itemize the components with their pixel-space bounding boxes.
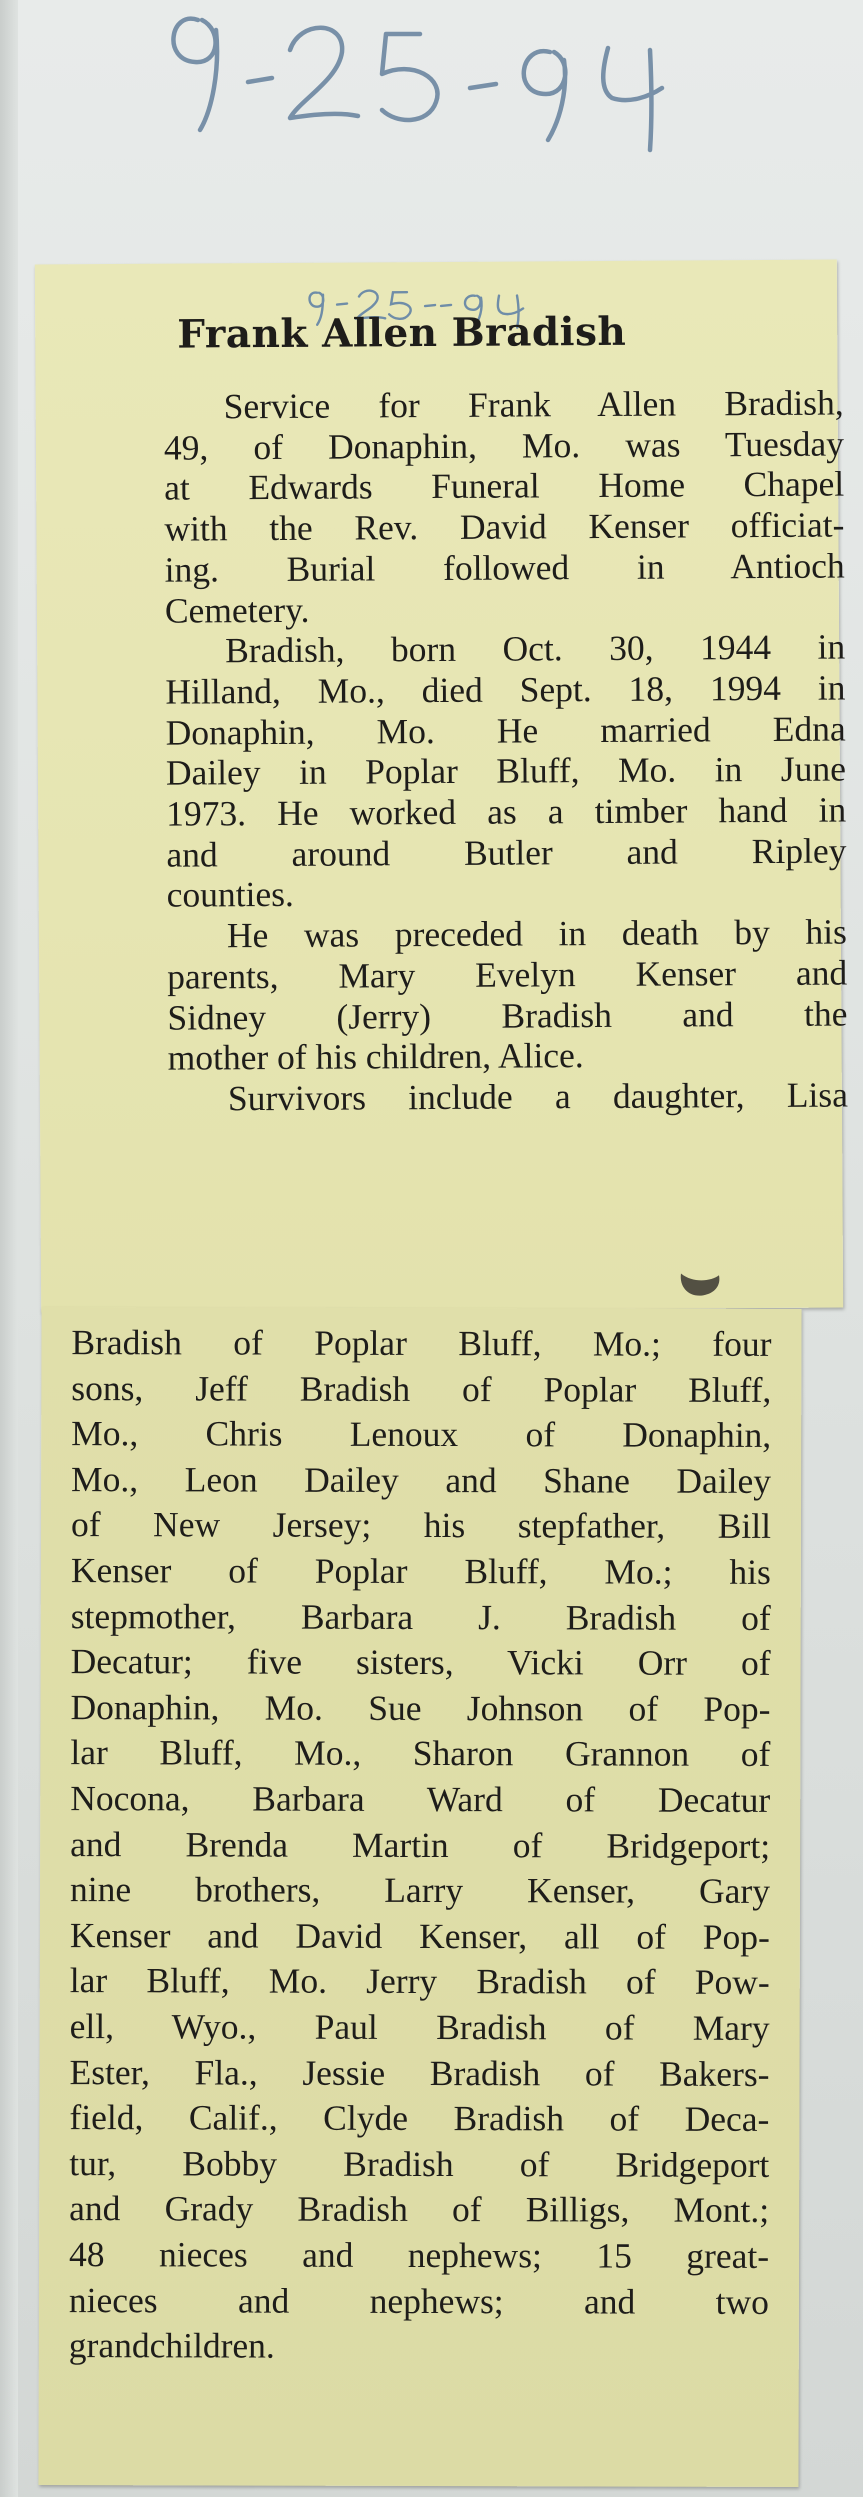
obituary-line: Kenser and David Kenser, all of Pop- xyxy=(69,1914,770,1957)
obituary-line: 1973. He worked as a timber hand in xyxy=(166,789,847,834)
obituary-line: Donaphin, Mo. He married Edna xyxy=(165,708,846,753)
obituary-line: Mo., Leon Dailey and Shane Dailey xyxy=(71,1458,772,1501)
page-edge xyxy=(0,0,18,2497)
obituary-line: mother of his children, Alice. xyxy=(167,1035,584,1078)
obituary-line: 49, of Donaphin, Mo. was Tuesday xyxy=(163,423,845,468)
obituary-line: Bradish of Poplar Bluff, Mo.; four xyxy=(71,1322,772,1364)
obituary-line: Donaphin, Mo. Sue Johnson of Pop- xyxy=(70,1686,771,1729)
obituary-line: Hilland, Mo., died Sept. 18, 1994 in xyxy=(165,667,846,712)
handwritten-date-mark xyxy=(150,0,750,160)
obituary-line: Service for Frank Allen Bradish, xyxy=(223,382,844,427)
obituary-line: 48 nieces and nephews; 15 great- xyxy=(69,2234,770,2276)
obituary-line: and Grady Bradish of Billigs, Mont.; xyxy=(69,2188,770,2231)
obituary-line: Dailey in Poplar Bluff, Mo. in June xyxy=(165,748,847,793)
obituary-line: He was preceded in death by his xyxy=(226,911,848,956)
obituary-line: tur, Bobby Bradish of Bridgeport xyxy=(69,2142,770,2185)
obituary-line: sons, Jeff Bradish of Poplar Bluff, xyxy=(71,1367,772,1410)
ink-bleed-mark xyxy=(671,1265,731,1305)
clipping-bottom xyxy=(38,1307,801,2487)
obituary-line: of New Jersey; his stepfather, Bill xyxy=(70,1504,772,1547)
obituary-line: grandchildren. xyxy=(68,2325,275,2366)
obituary-line: parents, Mary Evelyn Kenser and xyxy=(167,952,848,997)
obituary-line: at Edwards Funeral Home Chapel xyxy=(164,463,845,509)
obituary-line: Decatur; five sisters, Vicki Orr of xyxy=(70,1641,771,1684)
obituary-line: nieces and nephews; and two xyxy=(68,2279,769,2322)
obituary-line: lar Bluff, Mo., Sharon Grannon of xyxy=(70,1732,771,1775)
obituary-line: Cemetery. xyxy=(164,589,310,631)
obituary-line: Bradish, born Oct. 30, 1944 in xyxy=(225,626,846,671)
obituary-line: stepmother, Barbara J. Bradish of xyxy=(70,1595,771,1638)
obituary-line: Survivors include a daughter, Lisa xyxy=(227,1074,849,1119)
obituary-line: nine brothers, Larry Kenser, Gary xyxy=(69,1869,771,1912)
obituary-line: Kenser of Poplar Bluff, Mo.; his xyxy=(70,1550,771,1592)
obituary-line: counties. xyxy=(166,874,294,916)
obituary-line: Ester, Fla., Jessie Bradish of Bakers- xyxy=(69,2051,770,2094)
clipping-top xyxy=(35,260,849,1313)
obituary-line: ing. Burial followed in Antioch xyxy=(164,545,845,590)
obituary-line: ell, Wyo., Paul Bradish of Mary xyxy=(69,2006,770,2048)
obituary-line: Nocona, Barbara Ward of Decatur xyxy=(70,1778,771,1820)
obituary-line: Sidney (Jerry) Bradish and the xyxy=(167,993,848,1038)
obituary-line: with the Rev. David Kenser officiat- xyxy=(164,504,845,549)
obituary-column-one xyxy=(35,260,849,1119)
obituary-line: field, Calif., Clyde Bradish of Deca- xyxy=(69,2097,770,2140)
obituary-line: and Brenda Martin of Bridgeport; xyxy=(70,1823,771,1866)
obituary-line: Mo., Chris Lenoux of Donaphin, xyxy=(71,1413,772,1456)
obituary-line: lar Bluff, Mo. Jerry Bradish of Pow- xyxy=(69,1960,770,2003)
obituary-line: and around Butler and Ripley xyxy=(166,830,847,875)
obituary-headline: Frank Allen Bradish xyxy=(177,308,627,358)
